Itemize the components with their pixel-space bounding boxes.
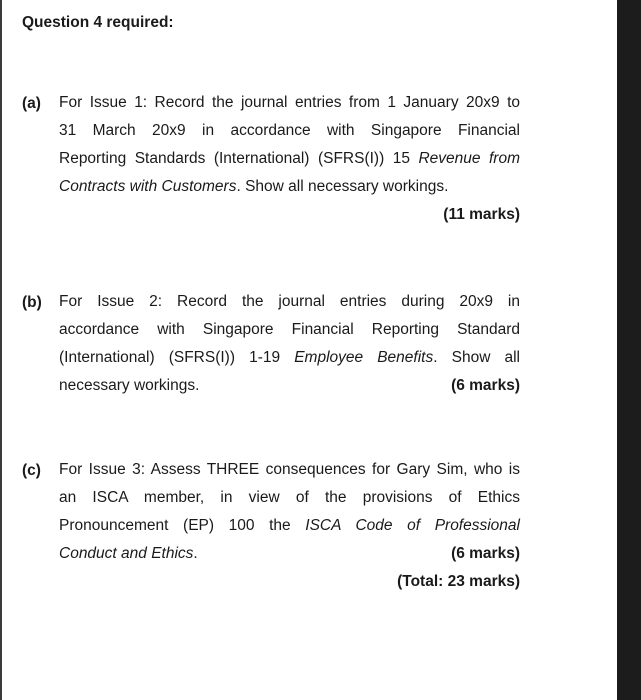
part-c-line-2: an ISCA member, in view of the provisions of Ethics xyxy=(59,489,520,506)
total-row xyxy=(59,568,520,596)
part-c-line-1: For Issue 3: Assess THREE consequences for Gary Sim, who is xyxy=(59,461,520,478)
part-b-line-3: (International) (SFRS(I)) 1-19 Employee Benefits. Show all xyxy=(59,349,520,366)
right-dark-edge xyxy=(617,0,641,700)
part-a-marks-row xyxy=(59,201,520,229)
part-a-line-4: Contracts with Customers. Show all necessary workings. xyxy=(59,178,449,195)
part-a-text xyxy=(59,89,520,229)
part-a-label: (a) xyxy=(22,95,41,112)
part-c-line-4: Conduct and Ethics. xyxy=(59,545,198,562)
total-marks: (Total: 23 marks) xyxy=(397,573,520,590)
part-c-label: (c) xyxy=(22,462,41,479)
question-heading: Question 4 required: xyxy=(22,14,174,31)
part-b-line-4: necessary workings. xyxy=(59,377,200,394)
part-c-marks: (6 marks) xyxy=(451,545,520,562)
part-a-marks: (11 marks) xyxy=(443,206,520,223)
part-a-line-3: Reporting Standards (International) (SFRS(I)) 15 Revenue from xyxy=(59,150,520,167)
part-b-marks: (6 marks) xyxy=(451,377,520,394)
part-a-line-1: For Issue 1: Record the journal entries from 1 January 20x9 to xyxy=(59,94,520,111)
part-a-line-2: 31 March 20x9 in accordance with Singapore Financial xyxy=(59,122,520,139)
part-c-line-4-row xyxy=(59,540,520,568)
part-b-line-4-row xyxy=(59,372,520,400)
left-border xyxy=(0,0,2,700)
part-b-line-2: accordance with Singapore Financial Reporting Standard xyxy=(59,321,520,338)
part-c-line-3: Pronouncement (EP) 100 the ISCA Code of Professional xyxy=(59,517,520,534)
part-b-text xyxy=(59,288,520,400)
part-c-text xyxy=(59,456,520,596)
part-b-line-1: For Issue 2: Record the journal entries during 20x9 in xyxy=(59,293,520,310)
part-b-label: (b) xyxy=(22,294,42,311)
